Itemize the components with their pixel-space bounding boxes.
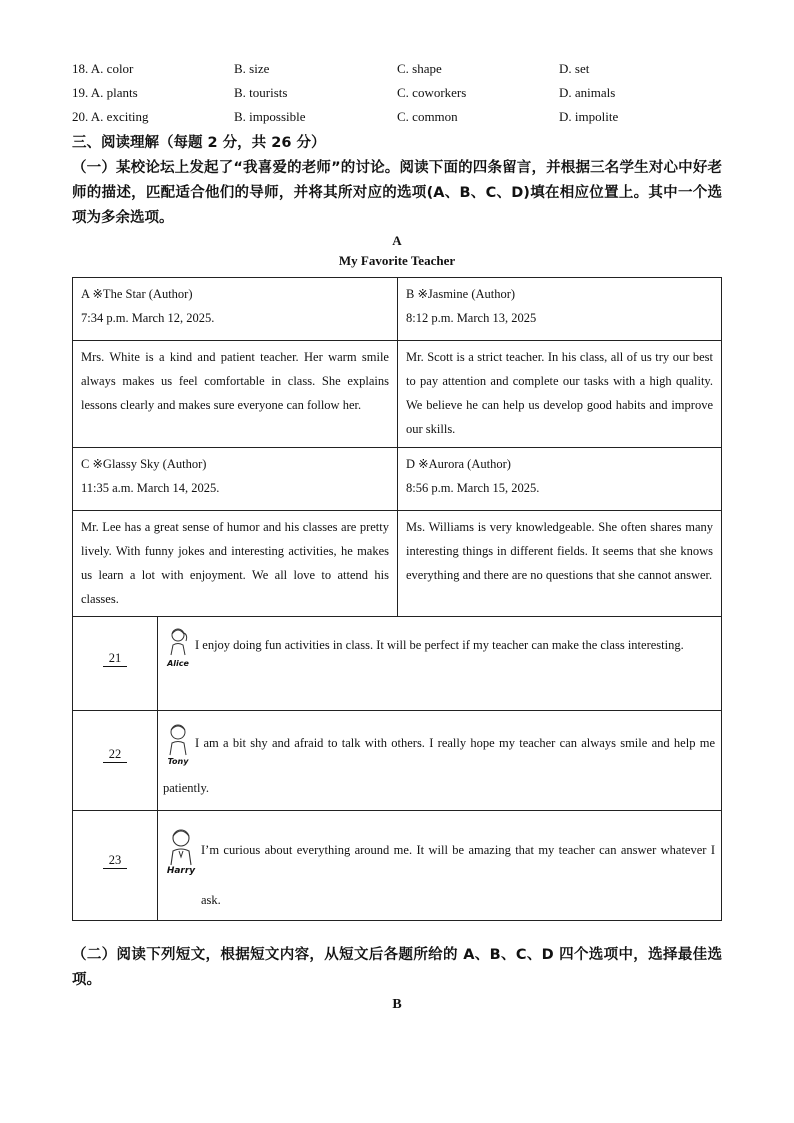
tony-avatar <box>163 721 193 766</box>
row-divider <box>73 710 721 711</box>
section-heading: 三、阅读理解（每题 2 分，共 26 分） <box>72 135 326 151</box>
option-b: B. tourists <box>234 85 288 100</box>
option-a: 19. A. plants <box>72 85 138 100</box>
harry-avatar <box>163 825 199 876</box>
passage-a-label: A <box>392 233 402 248</box>
student-statement-harry <box>163 825 715 925</box>
post-c-content: Mr. Lee has a great sense of humor and his classes are pretty lively. With funny jokes and interesting activities, he makes us learn a lot with enjoyment. We all love to attend his classes. <box>81 520 389 606</box>
post-a-header <box>73 278 397 340</box>
option-d: D. animals <box>559 85 616 100</box>
post-time: 8:12 p.m. March 13, 2025 <box>406 311 537 325</box>
post-d-content: Ms. Williams is very knowledgeable. She often shares many interesting things in different fields. It seems that she knows everything and there are no questions that she cannot answer. <box>406 520 713 582</box>
post-author: C ※Glassy Sky (Author) <box>81 457 207 471</box>
option-a: 20. A. exciting <box>72 109 149 124</box>
option-c: C. common <box>397 109 458 124</box>
alice-avatar <box>163 625 193 668</box>
blank-number: 22 <box>103 747 128 763</box>
post-d-header <box>398 448 721 510</box>
option-b: B. size <box>234 61 270 76</box>
post-author: D ※Aurora (Author) <box>406 457 511 471</box>
statement-text: I am a bit shy and afraid to talk with others. I really hope my teacher can always smile and help me patiently. <box>163 736 715 795</box>
post-b-content: Mr. Scott is a strict teacher. In his class, all of us try our best to pay attention and complete our tasks with a high quality. We believe he can help us develop good habits and improve our skills. <box>406 350 713 436</box>
boy-icon <box>165 825 197 867</box>
forum-posts-table <box>72 277 722 617</box>
answer-blank-23[interactable] <box>73 853 157 869</box>
post-time: 7:34 p.m. March 12, 2025. <box>81 311 215 325</box>
post-b-header <box>398 278 721 340</box>
option-d: D. set <box>559 61 590 76</box>
blank-number: 23 <box>103 853 128 869</box>
student-statement-tony <box>163 721 715 811</box>
post-a-content: Mrs. White is a kind and patient teacher. Her warm smile always makes us feel comfortable in class. She explains lessons clearly and makes sure everyone can follow her. <box>81 350 389 412</box>
part2-instructions: （二）阅读下列短文，根据短文内容，从短文后各题所给的 A、B、C、D 四个选项中，选择最佳选项。 <box>72 947 722 988</box>
boy-icon <box>165 721 191 757</box>
option-c: C. shape <box>397 61 442 76</box>
answer-blank-22[interactable] <box>73 747 157 763</box>
column-divider <box>157 617 158 920</box>
answer-blank-21[interactable] <box>73 651 157 667</box>
post-c-header <box>73 448 397 510</box>
avatar-name: Tony <box>167 757 189 766</box>
girl-icon <box>165 625 191 659</box>
post-author: B ※Jasmine (Author) <box>406 287 516 301</box>
matching-table <box>72 617 722 921</box>
part1-instructions: （一）某校论坛上发起了“我喜爱的老师”的讨论。阅读下面的四条留言，并根据三名学生对心中好老师的描述，匹配适合他们的导师，并将其所对应的选项(A、B、C、D)填在相应位置上。其中一个选项为多余选项。 <box>72 160 722 226</box>
option-b: B. impossible <box>234 109 306 124</box>
avatar-name: Alice <box>167 659 189 668</box>
post-time: 8:56 p.m. March 15, 2025. <box>406 481 540 495</box>
option-a: 18. A. color <box>72 61 134 76</box>
options-row-18 <box>72 59 722 79</box>
options-row-19 <box>72 83 722 103</box>
statement-text: I enjoy doing fun activities in class. It will be perfect if my teacher can make the class interesting. <box>195 638 684 652</box>
passage-b-label: B <box>392 997 402 1012</box>
student-statement-alice <box>163 625 715 668</box>
options-row-20 <box>72 107 722 127</box>
statement-text: I’m curious about everything around me. It will be amazing that my teacher can answer whatever I ask. <box>201 843 715 907</box>
post-author: A ※The Star (Author) <box>81 287 193 301</box>
post-time: 11:35 a.m. March 14, 2025. <box>81 481 220 495</box>
passage-a-title: My Favorite Teacher <box>338 253 456 268</box>
blank-number: 21 <box>103 651 128 667</box>
option-c: C. coworkers <box>397 85 467 100</box>
avatar-name: Harry <box>166 866 196 876</box>
option-d: D. impolite <box>559 109 619 124</box>
